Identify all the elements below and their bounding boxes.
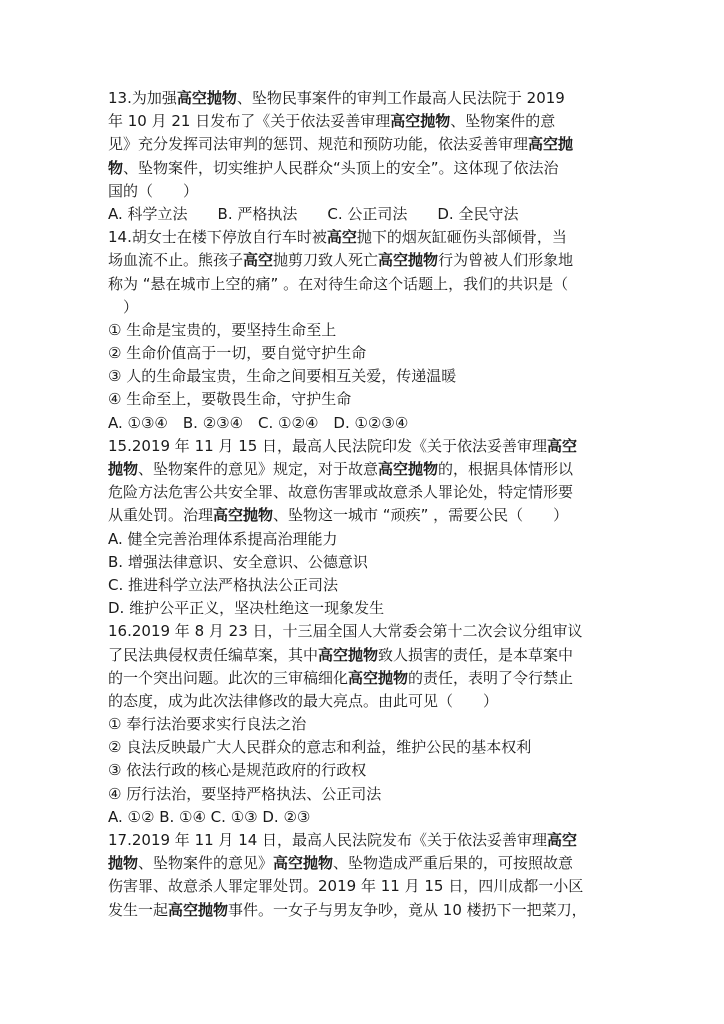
text-line xyxy=(108,736,618,759)
text-segment: 致人损害的责任，是本草案中 xyxy=(378,645,574,664)
text-line xyxy=(108,690,618,713)
text-line xyxy=(108,458,618,481)
document-page xyxy=(108,87,618,922)
text-line xyxy=(108,110,618,133)
text-segment: 的态度，成为此次法律修改的最大亮点。由此可见（ ） xyxy=(108,691,499,710)
text-segment: 的责任，表明了令行禁止 xyxy=(408,668,574,687)
text-segment: 事件。一女子与男友争吵，竟从 10 楼扔下一把菜刀， xyxy=(228,900,587,919)
text-line xyxy=(108,759,618,782)
text-segment: ① 生命是宝贵的，要坚持生命至上 xyxy=(108,320,337,339)
bold-term: 高空抛物 xyxy=(168,900,229,919)
text-line xyxy=(108,875,618,898)
text-line xyxy=(108,365,618,388)
text-segment: 抛剪刀致人死亡 xyxy=(273,251,379,270)
text-line xyxy=(108,388,618,411)
text-segment: A. ①③④ B. ②③④ C. ①②④ D. ①②③④ xyxy=(108,413,409,432)
text-segment: ② 良法反映最广大人民群众的意志和利益，维护公民的基本权利 xyxy=(108,738,532,757)
text-line xyxy=(108,551,618,574)
bold-term: 高空抛物 xyxy=(213,506,274,525)
text-segment: ④ 厉行法治，要坚持严格执法、公正司法 xyxy=(108,784,382,803)
text-segment: ③ 人的生命最宝贵，生命之间要相互关爱，传递温暖 xyxy=(108,367,457,386)
text-segment: 抛下的烟灰缸砸伤头部倾骨，当 xyxy=(356,228,567,247)
text-segment: 发生一起 xyxy=(108,900,169,919)
text-segment: 的，根据具体情形以 xyxy=(438,460,574,478)
text-segment: 了民法典侵权责任编草案，其中 xyxy=(108,645,319,664)
text-line xyxy=(108,157,618,180)
text-line xyxy=(108,504,618,527)
text-segment: ④ 生命至上，要敬畏生命，守护生命 xyxy=(108,390,352,409)
text-segment: 、坠物案件，切实维护人民群众“头顶上的安全”。这体现了依法治 xyxy=(123,158,559,177)
bold-term: 高空 xyxy=(547,831,578,849)
text-segment: 16.2019 年 8 月 23 日，十三届全国人大常委会第十二次会议分组审议 xyxy=(108,622,583,641)
text-segment: 14.胡女士在楼下停放自行车时被 xyxy=(108,228,327,247)
text-line xyxy=(108,713,618,736)
text-segment: 、坠物这一城市 “顽疾” ，需要公民（ ） xyxy=(273,506,569,525)
bold-term: 高空抛 xyxy=(528,135,574,154)
text-segment: C. 推进科学立法严格执法公正司法 xyxy=(108,575,339,594)
text-line xyxy=(108,574,618,597)
text-segment: 15.2019 年 11 月 15 日，最高人民法院印发《关于依法妥善审理 xyxy=(108,436,548,455)
bold-term: 高空抛物 xyxy=(378,251,439,270)
text-line xyxy=(108,203,618,226)
text-segment: 称为 “悬在城市上空的痛” 。在对待生命这个话题上，我们的共识是（ xyxy=(108,274,569,293)
text-line xyxy=(108,644,618,667)
bold-term: 高空 xyxy=(326,228,357,247)
text-line xyxy=(108,806,618,829)
bold-term: 高空抛物 xyxy=(318,645,379,664)
text-segment: 、坠物造成严重后果的，可按照故意 xyxy=(333,854,574,873)
text-line xyxy=(108,87,618,110)
text-segment: A. 健全完善治理体系提高治理能力 xyxy=(108,529,338,548)
text-segment: 行为曾被人们形象地 xyxy=(438,251,574,270)
text-line xyxy=(108,249,618,272)
bold-term: 高空抛物 xyxy=(176,89,237,107)
bold-term: 高空 xyxy=(243,251,274,270)
text-segment: 场血流不止。熊孩子 xyxy=(108,251,244,270)
text-line xyxy=(108,342,618,365)
text-segment: ② 生命价值高于一切，要自觉守护生命 xyxy=(108,344,367,363)
text-segment: 13.为加强 xyxy=(108,89,177,107)
text-segment: B. 增强法律意识、安全意识、公德意识 xyxy=(108,552,368,571)
text-segment: 危险方法危害公共安全罪、故意伤害罪或故意杀人罪论处，特定情形要 xyxy=(108,483,574,502)
text-line xyxy=(108,597,618,620)
bold-term: 高空抛物 xyxy=(378,460,439,478)
text-segment: 、坠物案件的意见》 xyxy=(138,854,274,873)
text-segment: 、坠物案件的意见》规定，对于故意 xyxy=(138,460,379,478)
bold-term: 抛物 xyxy=(108,854,139,873)
text-line xyxy=(108,296,618,319)
text-line xyxy=(108,829,618,852)
bold-term: 物 xyxy=(108,158,124,177)
bold-term: 高空抛物 xyxy=(390,112,451,131)
text-segment: 、坠物案件的意 xyxy=(450,112,556,131)
text-segment: ① 奉行法治要求实行良法之治 xyxy=(108,715,307,734)
text-line xyxy=(108,412,618,435)
text-segment: 的一个突出问题。此次的三审稿细化 xyxy=(108,668,349,687)
text-segment: ③ 依法行政的核心是规范政府的行政权 xyxy=(108,761,367,780)
text-segment: 见》充分发挥司法审判的惩罚、规范和预防功能，依法妥善审理 xyxy=(108,135,529,154)
text-line xyxy=(108,528,618,551)
bold-term: 高空抛物 xyxy=(348,668,409,687)
text-segment: ） xyxy=(108,297,139,316)
text-line xyxy=(108,783,618,806)
text-segment: D. 维护公平正义，坚决杜绝这一现象发生 xyxy=(108,599,385,618)
text-line xyxy=(108,620,618,643)
text-segment: A. ①② B. ①④ C. ①③ D. ②③ xyxy=(108,807,311,826)
bold-term: 抛物 xyxy=(108,460,139,478)
text-line xyxy=(108,481,618,504)
text-line xyxy=(108,273,618,296)
text-segment: A. 科学立法 B. 严格执法 C. 公正司法 D. 全民守法 xyxy=(108,204,519,223)
text-line xyxy=(108,226,618,249)
text-line xyxy=(108,852,618,875)
text-line xyxy=(108,899,618,922)
text-line xyxy=(108,667,618,690)
text-segment: 国的（ ） xyxy=(108,181,199,200)
text-line xyxy=(108,435,618,458)
bold-term: 高空抛物 xyxy=(273,854,334,873)
bold-term: 高空 xyxy=(547,436,578,455)
text-segment: 、坠物民事案件的审判工作最高人民法院于 2019 xyxy=(236,89,565,107)
text-segment: 伤害罪、故意杀人罪定罪处罚。2019 年 11 月 15 日，四川成都一小区 xyxy=(108,877,584,896)
text-segment: 从重处罚。治理 xyxy=(108,506,214,525)
text-line xyxy=(108,319,618,342)
text-line xyxy=(108,133,618,156)
text-segment: 17.2019 年 11 月 14 日，最高人民法院发布《关于依法妥善审理 xyxy=(108,831,548,849)
text-line xyxy=(108,180,618,203)
text-segment: 年 10 月 21 日发布了《关于依法妥善审理 xyxy=(108,112,391,131)
